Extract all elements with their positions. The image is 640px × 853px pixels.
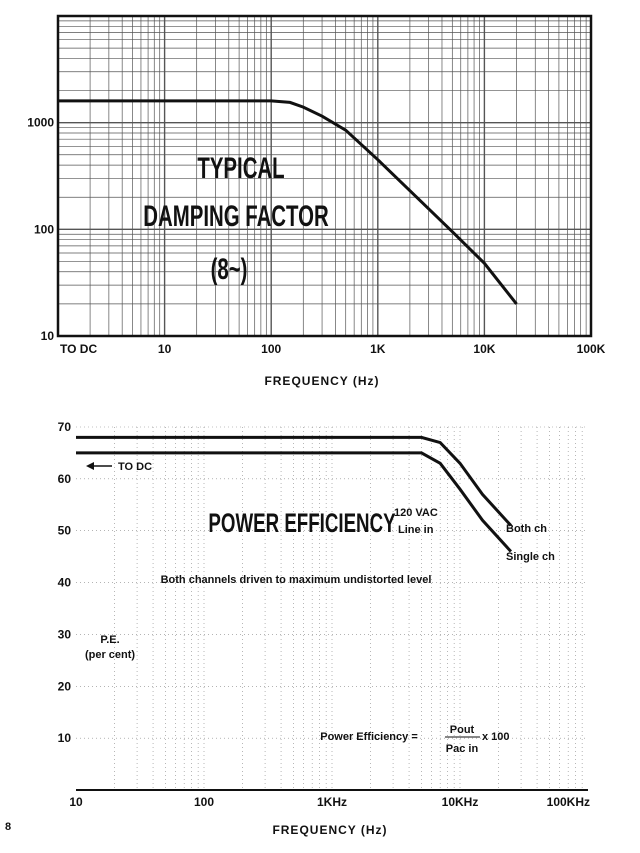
damping-plot-frame bbox=[58, 16, 591, 336]
damping-y-tick-label: 100 bbox=[33, 222, 54, 237]
efficiency-y-tick-label: 50 bbox=[57, 523, 71, 538]
damping-x-tick-label: 100 bbox=[261, 342, 282, 356]
damping-title-line2: DAMPING FACTOR bbox=[143, 200, 329, 234]
damping-x-tick-label: TO DC bbox=[60, 342, 98, 356]
efficiency-y-tick-label: 60 bbox=[57, 471, 71, 486]
damping-x-tick-label: 1K bbox=[370, 342, 386, 356]
line-in-label: Line in bbox=[398, 524, 434, 536]
efficiency-x-tick-label: 1KHz bbox=[316, 795, 348, 809]
efficiency-title: POWER EFFICIENCY bbox=[208, 507, 396, 538]
page-number: 8 bbox=[5, 821, 12, 833]
damping-x-tick-label: 100K bbox=[576, 342, 606, 356]
efficiency-y-tick-label: 10 bbox=[57, 731, 71, 746]
damping-x-axis-title: FREQUENCY (Hz) bbox=[264, 374, 380, 388]
efficiency-x-tick-label: 100 bbox=[193, 795, 215, 809]
damping-x-ticks bbox=[60, 342, 606, 356]
formula-suffix: x 100 bbox=[482, 731, 510, 743]
efficiency-x-ticks bbox=[69, 795, 590, 809]
damping-title-line1: TYPICAL bbox=[197, 152, 285, 186]
damping-chart bbox=[27, 16, 605, 388]
efficiency-x-tick-label: 100KHz bbox=[546, 795, 590, 809]
damping-y-ticks bbox=[27, 116, 54, 343]
pe-label: P.E. bbox=[100, 634, 120, 646]
formula-denominator: Pac in bbox=[445, 743, 479, 755]
to-dc-label: TO DC bbox=[118, 461, 153, 473]
single-ch-label: Single ch bbox=[506, 551, 555, 563]
efficiency-y-tick-label: 30 bbox=[57, 627, 71, 642]
damping-x-tick-label: 10 bbox=[157, 342, 172, 356]
per-cent-label: (per cent) bbox=[84, 649, 136, 661]
formula-numerator: Pout bbox=[449, 724, 475, 736]
efficiency-chart bbox=[58, 420, 590, 837]
efficiency-y-ticks bbox=[58, 420, 72, 745]
efficiency-x-tick-label: 10 bbox=[69, 795, 83, 809]
damping-grid bbox=[58, 16, 591, 336]
efficiency-y-tick-label: 20 bbox=[57, 679, 71, 694]
efficiency-y-tick-label: 70 bbox=[57, 420, 71, 434]
damping-annotation: (8~) bbox=[210, 253, 248, 287]
vac-label: 120 VAC bbox=[394, 507, 438, 519]
to-dc-arrowhead bbox=[86, 462, 94, 470]
damping-y-tick-label: 10 bbox=[40, 329, 54, 343]
damping-y-tick-label: 1000 bbox=[27, 115, 54, 130]
condition-note: Both channels driven to maximum undistorted level bbox=[160, 574, 432, 586]
damping-x-tick-label: 10K bbox=[473, 342, 496, 356]
efficiency-x-axis-title: FREQUENCY (Hz) bbox=[272, 823, 388, 837]
efficiency-y-tick-label: 40 bbox=[57, 575, 71, 590]
both-ch-label: Both ch bbox=[506, 523, 547, 535]
formula-prefix: Power Efficiency = bbox=[320, 731, 418, 743]
efficiency-x-tick-label: 10KHz bbox=[441, 795, 479, 809]
